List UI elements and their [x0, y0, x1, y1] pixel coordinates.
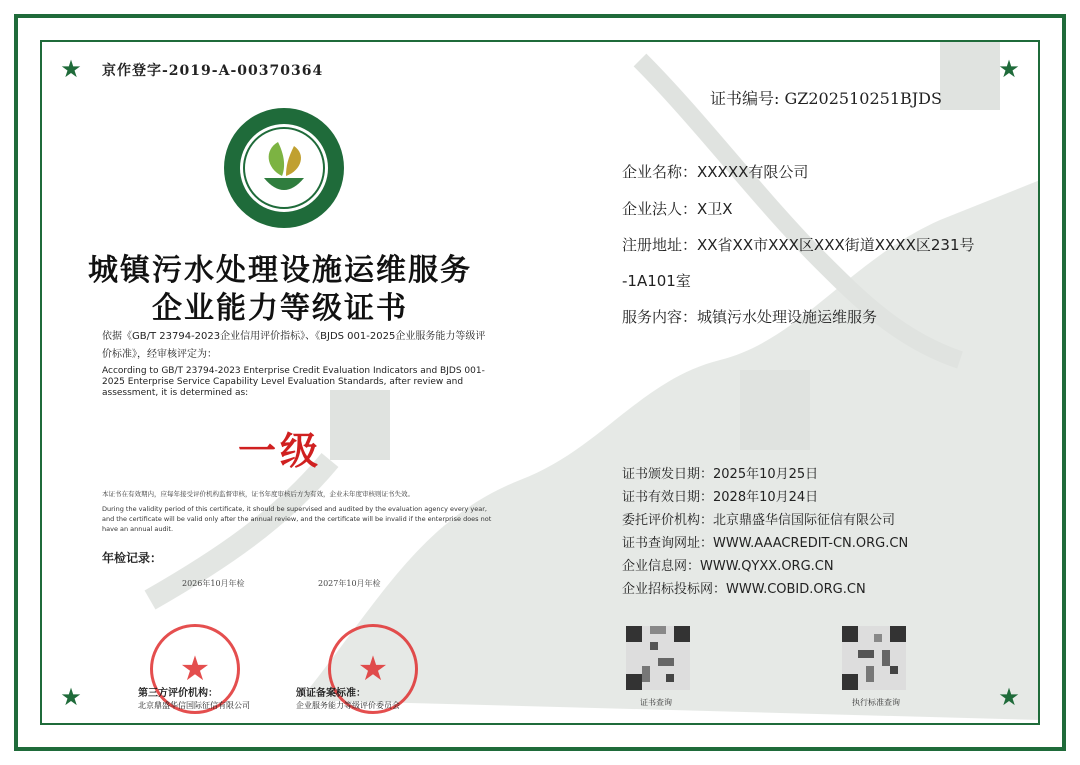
- annual-review-label: 年检记录：: [102, 551, 163, 565]
- certificate-title-line1: 城镇污水处理设施运维服务: [88, 253, 472, 288]
- annual-review-entry: 2026年10月年检: [182, 579, 245, 588]
- certificate-number: 证书编号: GZ202510251BJDS: [710, 89, 942, 108]
- validity-note-chinese: 本证书在有效期内，应每年接受评价机构监督审核，证书年度审核后方为有效，企业未年度审核则证书失效。: [102, 490, 414, 498]
- company-name: 企业名称：XXXXX有限公司: [622, 163, 809, 181]
- registered-address: 注册地址：XX省XX市XXX区XXX街道XXXX区231号: [622, 236, 975, 254]
- qr-code-icon: [626, 626, 690, 690]
- qr-code-label: 执行标准查询: [852, 698, 900, 707]
- bidding-website: 企业招标投标网：WWW.COBID.ORG.CN: [622, 582, 866, 597]
- evaluation-basis-english: According to GB/T 23794-2023 Enterprise Credit Evaluation Indicators and BJDS 001-2025 Enterprise Service Capability Level Evaluation Standards, after review and assessment, it is determined as:: [102, 366, 485, 398]
- valid-until-date: 证书有效日期：2028年10月24日: [622, 490, 819, 505]
- evaluation-agency: 委托评价机构：北京鼎盛华信国际征信有限公司: [622, 513, 896, 528]
- standard-committee-name: 企业服务能力等级评价委员会: [296, 701, 400, 710]
- star-icon: ★: [998, 55, 1020, 83]
- issuer-label: 第三方评价机构：: [138, 688, 218, 699]
- certificate-title-line2: 企业能力等级证书: [152, 291, 408, 326]
- standard-label: 颁证备案标准：: [296, 688, 366, 699]
- evaluation-basis-chinese: 依据《GB/T 23794-2023企业信用评价指标》、《BJDS 001-2025企业服务能力等级评价标准》，经审核评定为：: [102, 331, 486, 360]
- legal-person: 企业法人：X卫X: [622, 200, 733, 218]
- query-website: 证书查询网址：WWW.AAACREDIT-CN.ORG.CN: [622, 536, 909, 551]
- annual-review-entry: 2027年10月年检: [318, 579, 381, 588]
- seal-star-icon: ★: [357, 649, 389, 689]
- leaf-emblem-icon: [222, 106, 346, 230]
- issue-date: 证书颁发日期：2025年10月25日: [622, 467, 819, 482]
- issuer-name: 北京鼎盛华信国际征信有限公司: [138, 701, 250, 710]
- registered-address-cont: -1A101室: [622, 272, 691, 290]
- copyright-registration-number: 京作登字-2019-A-00370364: [102, 63, 324, 79]
- validity-note-english: During the validity period of this certificate, it should be supervised and audited by the evaluation agency every year, and the certificate will be valid only after the annual review, and the certificate will be invalid if the enterprise does not have an annual audit.: [102, 505, 492, 533]
- seal-star-icon: ★: [179, 649, 211, 689]
- service-scope: 服务内容：城镇污水处理设施运维服务: [622, 308, 878, 326]
- star-icon: ★: [998, 683, 1020, 711]
- capability-level: 一级: [238, 428, 323, 473]
- star-icon: ★: [60, 683, 82, 711]
- qr-code-label: 证书查询: [640, 698, 672, 707]
- info-website: 企业信息网：WWW.QYXX.ORG.CN: [622, 559, 834, 574]
- star-icon: ★: [60, 55, 82, 83]
- qr-code-icon: [842, 626, 906, 690]
